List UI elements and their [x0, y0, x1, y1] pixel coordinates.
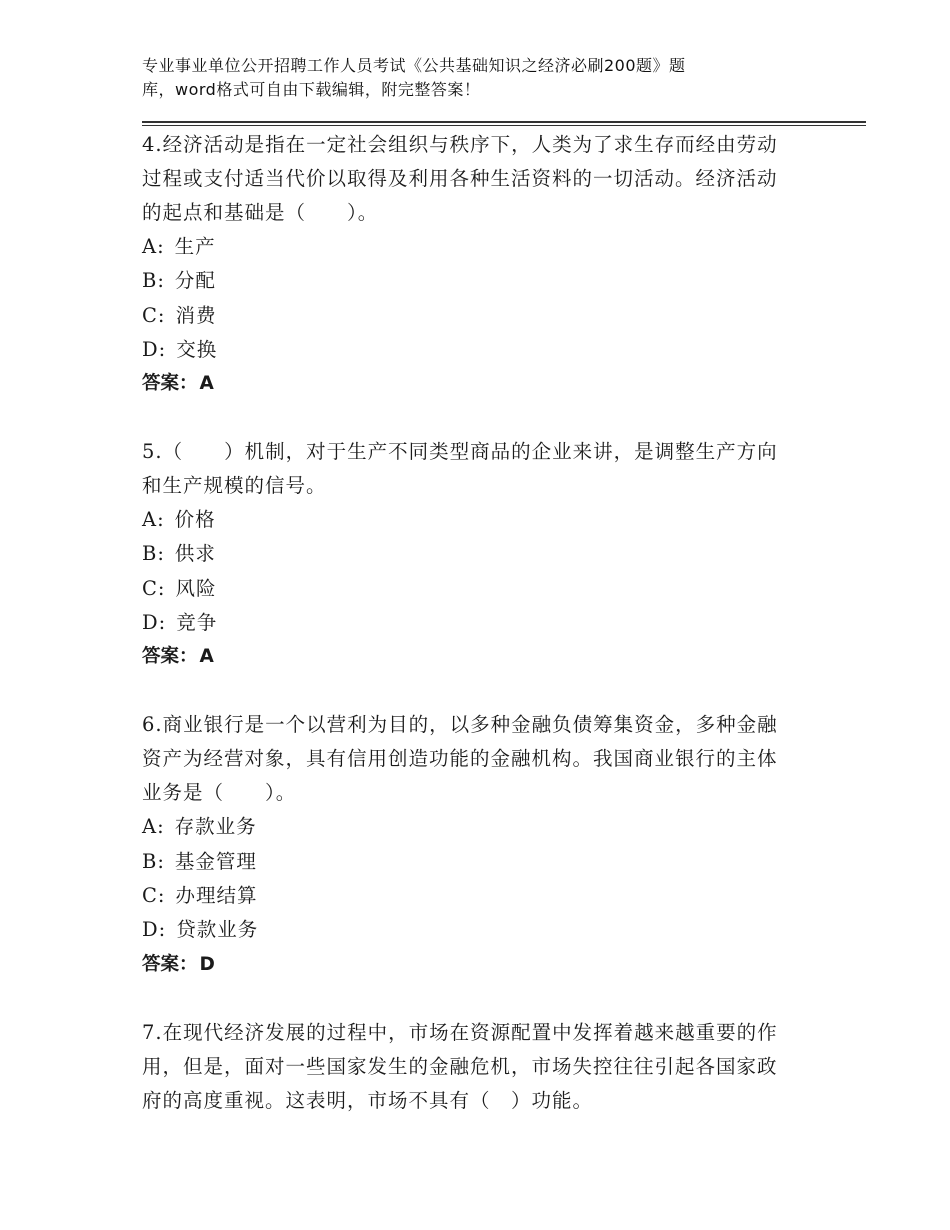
option-text: 竞争 [176, 611, 218, 635]
option-letter: B: [142, 849, 165, 873]
option-text: 分配 [174, 269, 216, 293]
option-text: 基金管理 [174, 849, 257, 873]
option-c [142, 299, 797, 333]
option-text: 风险 [175, 576, 217, 600]
question-stem: 7.在现代经济发展的过程中，市场在资源配置中发挥着越来越重要的作用，但是，面对一些国家发生的金融危机，市场失控往往引起各国家政府的高度重视。这表明，市场不具有（ ）功能。 [142, 1020, 778, 1112]
option-b [142, 537, 797, 571]
document-header [142, 54, 782, 102]
option-letter: A: [142, 508, 165, 532]
option-text: 贷款业务 [176, 918, 259, 942]
header-line-2: 库，word格式可自由下载编辑，附完整答案！ [142, 80, 481, 99]
header-line-1: 专业事业单位公开招聘工作人员考试《公共基础知识之经济必刷200题》题 [142, 56, 686, 75]
question-7 [142, 1016, 797, 1118]
question-stem: 4.经济活动是指在一定社会组织与秩序下，人类为了求生存而经由劳动过程或支付适当代价以取得及利用各种生活资料的一切活动。经济活动的起点和基础是（ ）。 [142, 133, 778, 224]
question-stem: 6.商业银行是一个以营利为目的，以多种金融负债筹集资金，多种金融资产为经营对象，具有信用创造功能的金融机构。我国商业银行的主体业务是（ ）。 [142, 713, 778, 805]
option-letter: B: [142, 542, 165, 566]
option-text: 价格 [174, 508, 216, 532]
question-list [142, 128, 797, 1152]
option-text: 交换 [176, 337, 218, 361]
question-stem: 5.（ ）机制，对于生产不同类型商品的企业来讲，是调整生产方向和生产规模的信号。 [142, 440, 778, 498]
answer-line [142, 640, 797, 674]
option-d [142, 333, 797, 367]
option-text: 存款业务 [174, 815, 257, 839]
answer-value: D [199, 953, 215, 975]
option-a [142, 503, 797, 537]
question-5 [142, 435, 797, 674]
header-divider-thin [142, 125, 866, 126]
option-c [142, 879, 797, 913]
header-divider-thick [142, 121, 866, 123]
option-a [142, 230, 797, 264]
option-text: 供求 [174, 542, 216, 566]
question-6 [142, 708, 797, 981]
option-letter: C: [142, 576, 166, 600]
answer-value: A [199, 646, 214, 668]
option-letter: D: [142, 918, 167, 942]
question-4 [142, 128, 797, 401]
option-d [142, 913, 797, 947]
option-a [142, 810, 797, 844]
option-letter: A: [142, 815, 165, 839]
answer-label: 答案： [142, 646, 198, 668]
option-text: 生产 [174, 235, 216, 258]
answer-label: 答案： [142, 953, 198, 975]
option-b [142, 845, 797, 879]
answer-line [142, 367, 797, 401]
answer-label: 答案： [142, 373, 198, 395]
option-letter: D: [142, 337, 167, 361]
option-c [142, 572, 797, 606]
option-b [142, 264, 797, 298]
answer-line [142, 948, 797, 982]
option-letter: C: [142, 883, 166, 907]
option-text: 办理结算 [175, 883, 258, 907]
option-text: 消费 [175, 303, 217, 327]
answer-value: A [199, 373, 214, 395]
option-d [142, 606, 797, 640]
option-letter: A: [142, 235, 165, 258]
option-letter: C: [142, 303, 166, 327]
option-letter: D: [142, 611, 167, 635]
option-letter: B: [142, 269, 165, 293]
